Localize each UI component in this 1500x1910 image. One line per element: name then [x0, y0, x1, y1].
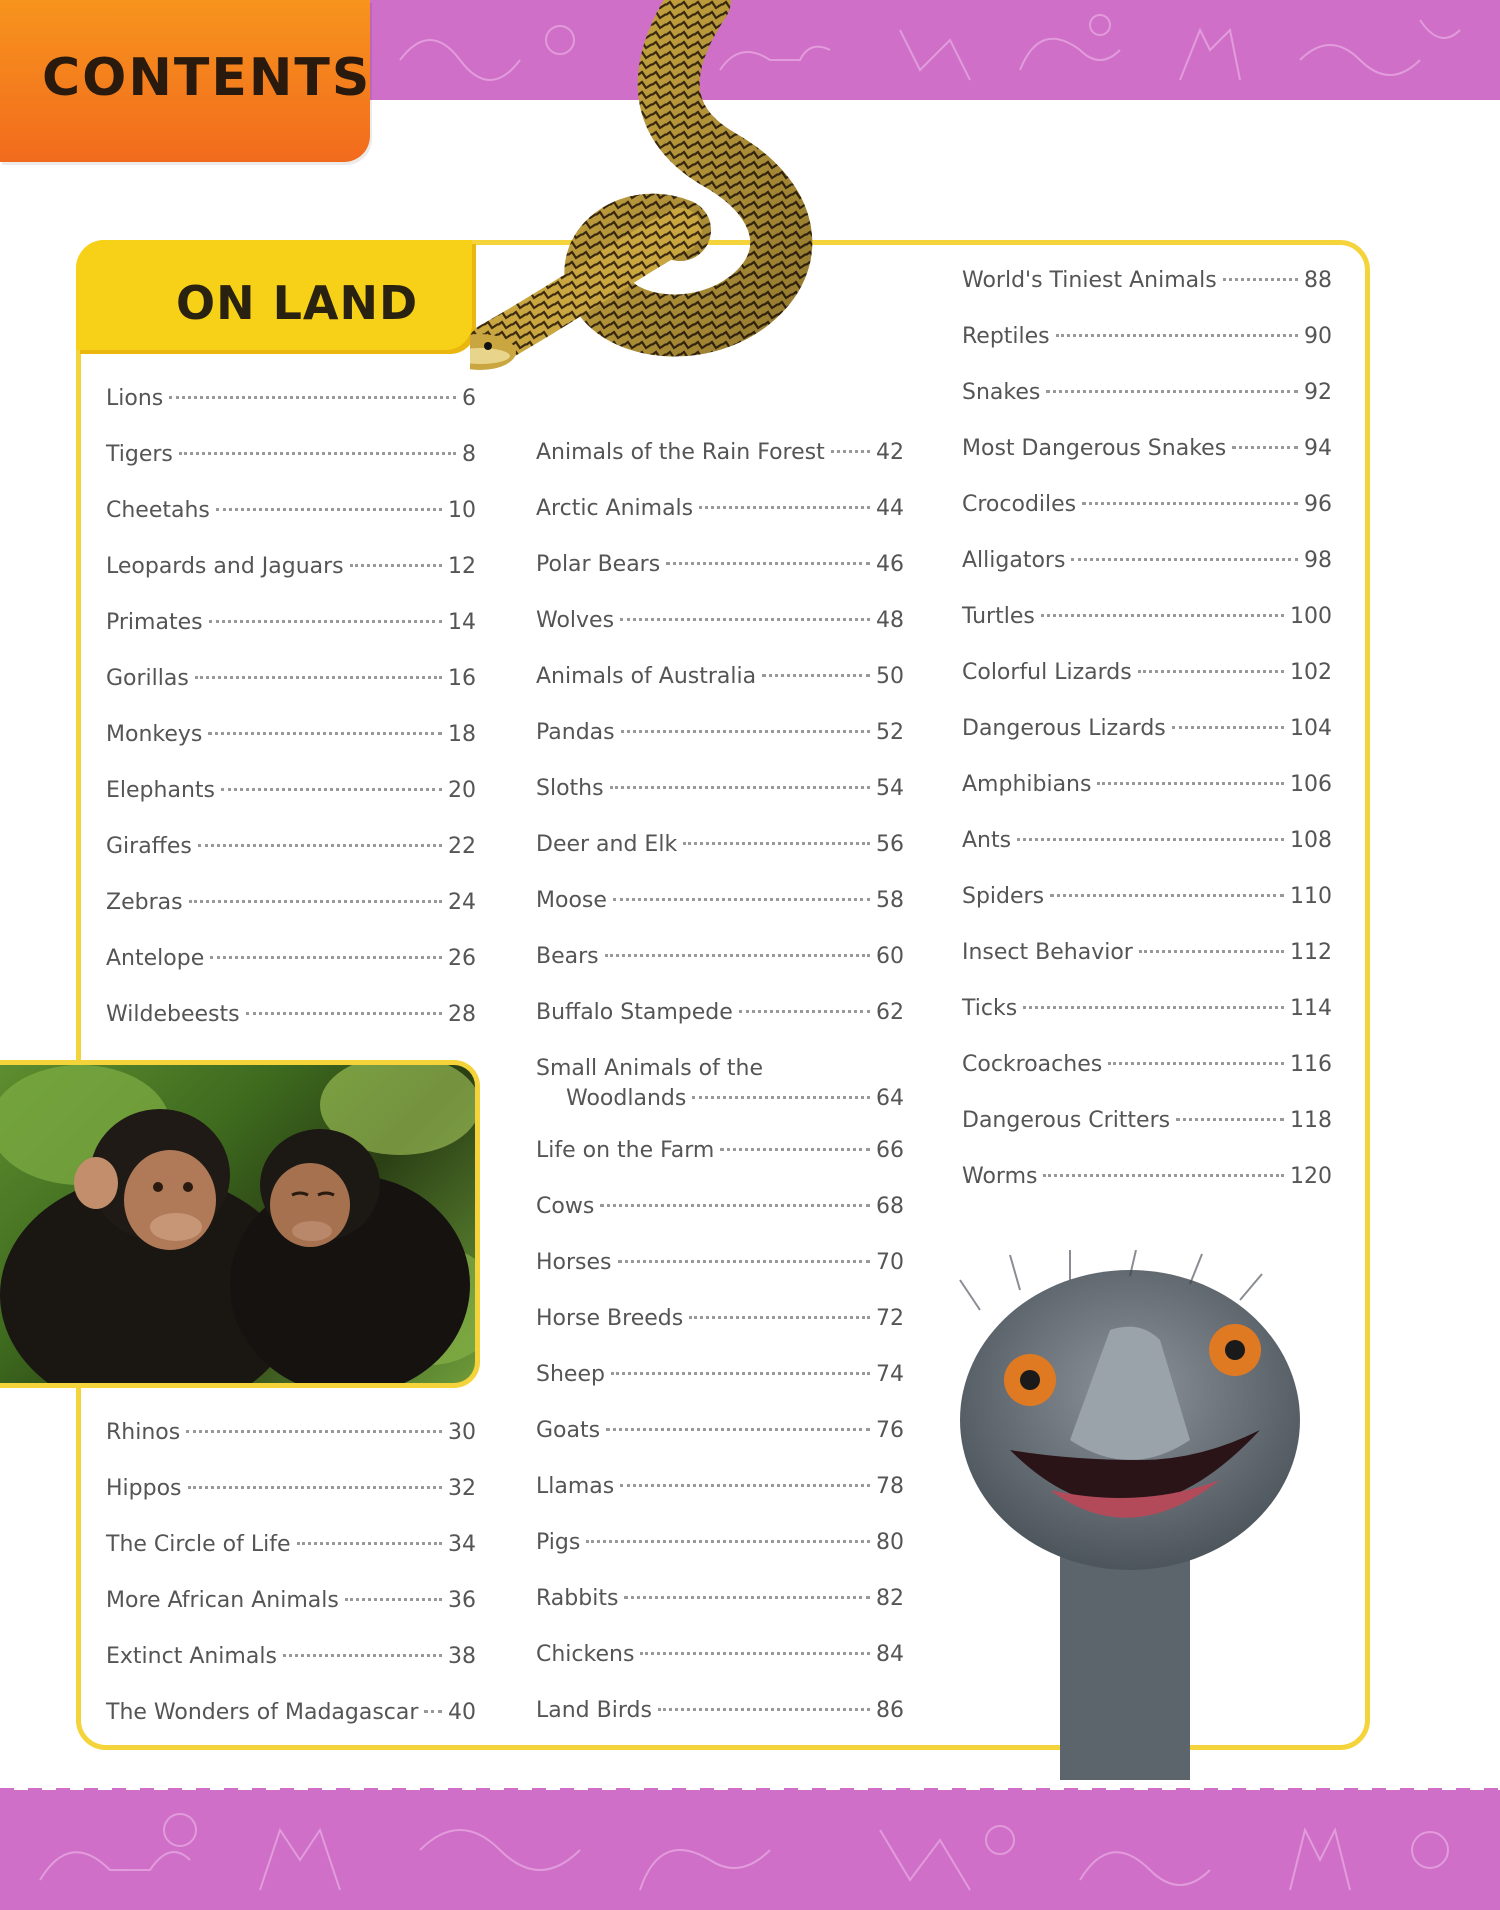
- toc-entry[interactable]: [536, 1054, 904, 1116]
- toc-entry-page: 98: [1304, 548, 1332, 573]
- toc-entry-page: 54: [876, 776, 904, 801]
- dot-leader: [1108, 1062, 1284, 1065]
- toc-entry-page: 18: [448, 722, 476, 747]
- dot-leader: [216, 508, 442, 511]
- toc-entry[interactable]: [106, 1698, 476, 1728]
- toc-entry[interactable]: [536, 830, 904, 860]
- toc-entry[interactable]: [962, 490, 1332, 520]
- toc-entry-page: 52: [876, 720, 904, 745]
- dot-leader: [620, 618, 870, 621]
- toc-entry-page: 94: [1304, 436, 1332, 461]
- dot-leader: [1138, 670, 1284, 673]
- toc-entry-page: 102: [1290, 660, 1332, 685]
- toc-entry-title: Animals of the Rain Forest: [536, 440, 825, 465]
- toc-entry-title: Sheep: [536, 1362, 605, 1387]
- toc-entry-title: Ants: [962, 828, 1012, 853]
- toc-entry-page: 86: [876, 1698, 904, 1723]
- toc-entry[interactable]: [536, 1136, 904, 1166]
- dot-leader: [692, 1096, 870, 1099]
- toc-entry[interactable]: [536, 1416, 904, 1446]
- dot-leader: [620, 1484, 870, 1487]
- toc-entry[interactable]: [536, 1528, 904, 1558]
- dot-leader: [246, 1012, 442, 1015]
- toc-entry-page: 84: [876, 1642, 904, 1667]
- dot-leader: [210, 956, 442, 959]
- contents-tab: [0, 0, 370, 162]
- toc-entry-title: Giraffes: [106, 834, 192, 859]
- toc-entry-title: Alligators: [962, 548, 1066, 573]
- toc-entry-title: The Wonders of Madagascar: [106, 1700, 419, 1725]
- toc-entry-title: Sloths: [536, 776, 604, 801]
- toc-entry-page: 46: [876, 552, 904, 577]
- toc-entry[interactable]: [536, 1640, 904, 1670]
- toc-entry-title: Rabbits: [536, 1586, 619, 1611]
- dot-leader: [189, 900, 442, 903]
- toc-entry-page: 34: [448, 1532, 476, 1557]
- toc-entry-page: 16: [448, 666, 476, 691]
- toc-entry[interactable]: [536, 1472, 904, 1502]
- dot-leader: [586, 1540, 870, 1543]
- toc-entry[interactable]: [962, 714, 1332, 744]
- toc-entry-page: 74: [876, 1362, 904, 1387]
- toc-entry[interactable]: [536, 1192, 904, 1222]
- dot-leader: [1176, 1118, 1284, 1121]
- dot-leader: [350, 564, 442, 567]
- toc-entry-page: 60: [876, 944, 904, 969]
- toc-entry-page: 114: [1290, 996, 1332, 1021]
- toc-entry-page: 40: [448, 1700, 476, 1725]
- toc-entry-title: Lions: [106, 386, 164, 411]
- toc-entry-title: Snakes: [962, 380, 1041, 405]
- toc-entry-page: 36: [448, 1588, 476, 1613]
- toc-entry-title: Cows: [536, 1194, 595, 1219]
- snake-photo: [470, 0, 950, 380]
- dot-leader: [179, 452, 456, 455]
- toc-entry[interactable]: [962, 602, 1332, 632]
- toc-entry-page: 72: [876, 1306, 904, 1331]
- toc-entry-page: 6: [462, 386, 476, 411]
- toc-entry-page: 22: [448, 834, 476, 859]
- toc-entry-title: Deer and Elk: [536, 832, 678, 857]
- toc-entry-title: Bears: [536, 944, 599, 969]
- toc-entry[interactable]: [106, 776, 476, 806]
- toc-entry-page: 88: [1304, 268, 1332, 293]
- dot-leader: [831, 450, 870, 453]
- toc-entry[interactable]: [106, 1474, 476, 1504]
- toc-entry-title: Small Animals of the: [536, 1056, 763, 1081]
- toc-entry[interactable]: [536, 1696, 904, 1726]
- toc-entry[interactable]: [536, 998, 904, 1028]
- toc-entry-title: Land Birds: [536, 1698, 652, 1723]
- toc-entry-title: Zebras: [106, 890, 183, 915]
- dot-leader: [1223, 278, 1298, 281]
- toc-entry[interactable]: [106, 496, 476, 526]
- dot-leader: [613, 898, 870, 901]
- toc-entry-title: Amphibians: [962, 772, 1092, 797]
- toc-entry-title: Llamas: [536, 1474, 615, 1499]
- dot-leader: [658, 1708, 870, 1711]
- dot-leader: [611, 1372, 870, 1375]
- toc-entry[interactable]: [962, 1050, 1332, 1080]
- toc-entry[interactable]: [962, 1162, 1332, 1192]
- section-title: ON LAND: [176, 276, 419, 330]
- dot-leader: [739, 1010, 870, 1013]
- toc-entry-page: 112: [1290, 940, 1332, 965]
- toc-entry-page: 108: [1290, 828, 1332, 853]
- toc-entry[interactable]: [106, 440, 476, 470]
- dot-leader: [208, 732, 442, 735]
- toc-entry-page: 96: [1304, 492, 1332, 517]
- toc-entry-title: Leopards and Jaguars: [106, 554, 344, 579]
- toc-entry-page: 14: [448, 610, 476, 635]
- bottom-pattern-band: [0, 1790, 1500, 1910]
- toc-entry[interactable]: [106, 888, 476, 918]
- toc-entry-title: Cheetahs: [106, 498, 210, 523]
- dot-leader: [283, 1654, 442, 1657]
- toc-entry-title: Monkeys: [106, 722, 203, 747]
- emu-eye-left: [1004, 1354, 1056, 1406]
- dot-leader: [1097, 782, 1284, 785]
- dot-leader: [1082, 502, 1298, 505]
- dot-leader: [186, 1430, 442, 1433]
- dot-leader: [600, 1204, 870, 1207]
- toc-entry[interactable]: [536, 942, 904, 972]
- dot-leader: [1041, 614, 1284, 617]
- toc-entry-title: Life on the Farm: [536, 1138, 715, 1163]
- dot-leader: [624, 1596, 870, 1599]
- dot-leader: [221, 788, 442, 791]
- toc-entry-title: Moose: [536, 888, 607, 913]
- toc-entry-page: 104: [1290, 716, 1332, 741]
- toc-entry[interactable]: [106, 1418, 476, 1448]
- toc-entry-page: 66: [876, 1138, 904, 1163]
- dot-leader: [1017, 838, 1284, 841]
- toc-entry[interactable]: [106, 552, 476, 582]
- toc-entry-page: 8: [462, 442, 476, 467]
- toc-entry[interactable]: [536, 1360, 904, 1390]
- toc-entry[interactable]: [536, 550, 904, 580]
- toc-entry-page: 38: [448, 1644, 476, 1669]
- toc-entry[interactable]: [962, 322, 1332, 352]
- toc-entry[interactable]: [106, 384, 476, 414]
- toc-entry-title: Reptiles: [962, 324, 1050, 349]
- dot-leader: [610, 786, 870, 789]
- toc-entry-title: Buffalo Stampede: [536, 1000, 733, 1025]
- toc-entry-page: 48: [876, 608, 904, 633]
- toc-entry[interactable]: [962, 770, 1332, 800]
- toc-entry-title: Worms: [962, 1164, 1038, 1189]
- page-title: CONTENTS: [42, 48, 372, 108]
- toc-entry[interactable]: [106, 664, 476, 694]
- dot-leader: [666, 562, 870, 565]
- toc-entry[interactable]: [962, 882, 1332, 912]
- toc-entry-page: 70: [876, 1250, 904, 1275]
- toc-entry[interactable]: [536, 718, 904, 748]
- toc-entry-title: Insect Behavior: [962, 940, 1133, 965]
- toc-entry[interactable]: [962, 826, 1332, 856]
- toc-entry[interactable]: [536, 662, 904, 692]
- toc-entry-title: Polar Bears: [536, 552, 661, 577]
- dot-leader: [720, 1148, 870, 1151]
- emu-eye-right: [1209, 1324, 1261, 1376]
- toc-entry-title: Horses: [536, 1250, 612, 1275]
- toc-entry-page: 30: [448, 1420, 476, 1445]
- dot-leader: [1232, 446, 1298, 449]
- toc-entry-title: Wolves: [536, 608, 615, 633]
- toc-entry-page: 76: [876, 1418, 904, 1443]
- dot-leader: [1043, 1174, 1284, 1177]
- toc-entry-title: Arctic Animals: [536, 496, 694, 521]
- toc-entry-page: 120: [1290, 1164, 1332, 1189]
- toc-entry-title: Pigs: [536, 1530, 581, 1555]
- toc-entry[interactable]: [536, 886, 904, 916]
- toc-entry-title-continued: Woodlands: [566, 1086, 687, 1111]
- toc-entry-title: Primates: [106, 610, 203, 635]
- chimpanzees-photo: [0, 1060, 480, 1388]
- toc-entry-page: 100: [1290, 604, 1332, 629]
- toc-entry-title: Chickens: [536, 1642, 635, 1667]
- dot-leader: [169, 396, 456, 399]
- toc-entry-title: Horse Breeds: [536, 1306, 684, 1331]
- dot-leader: [1071, 558, 1298, 561]
- dot-leader: [605, 954, 870, 957]
- toc-entry[interactable]: [962, 938, 1332, 968]
- toc-entry-title: Cockroaches: [962, 1052, 1103, 1077]
- toc-entry-page: 24: [448, 890, 476, 915]
- dot-leader: [424, 1710, 442, 1713]
- toc-entry-title: More African Animals: [106, 1588, 339, 1613]
- dot-leader: [195, 676, 442, 679]
- toc-entry[interactable]: [536, 438, 904, 468]
- toc-entry-title: Animals of Australia: [536, 664, 757, 689]
- toc-entry[interactable]: [962, 1106, 1332, 1136]
- toc-entry-page: 90: [1304, 324, 1332, 349]
- toc-entry-title: Dangerous Critters: [962, 1108, 1171, 1133]
- toc-entry-page: 26: [448, 946, 476, 971]
- toc-entry-page: 78: [876, 1474, 904, 1499]
- chimp-right: [230, 1129, 470, 1383]
- toc-entry[interactable]: [106, 832, 476, 862]
- toc-entry-title: Pandas: [536, 720, 615, 745]
- dot-leader: [606, 1428, 870, 1431]
- dot-leader: [1023, 1006, 1284, 1009]
- section-header: [76, 240, 472, 350]
- toc-entry[interactable]: [962, 658, 1332, 688]
- dot-leader: [1139, 950, 1284, 953]
- animal-silhouette-pattern: [0, 1790, 1500, 1910]
- dot-leader: [198, 844, 442, 847]
- dot-leader: [699, 506, 870, 509]
- toc-entry[interactable]: [536, 1304, 904, 1334]
- toc-entry[interactable]: [106, 608, 476, 638]
- dot-leader: [345, 1598, 442, 1601]
- toc-entry-title: Most Dangerous Snakes: [962, 436, 1227, 461]
- toc-entry[interactable]: [962, 266, 1332, 296]
- dot-leader: [621, 730, 870, 733]
- toc-entry-title: Turtles: [962, 604, 1035, 629]
- toc-entry-title: Elephants: [106, 778, 215, 803]
- toc-entry-title: Antelope: [106, 946, 205, 971]
- toc-entry-title: Crocodiles: [962, 492, 1077, 517]
- toc-entry-page: 56: [876, 832, 904, 857]
- toc-entry-title: Ticks: [962, 996, 1018, 1021]
- dot-leader: [297, 1542, 442, 1545]
- toc-entry-title: Goats: [536, 1418, 601, 1443]
- toc-entry-page: 20: [448, 778, 476, 803]
- dot-leader: [1050, 894, 1284, 897]
- toc-entry-page: 92: [1304, 380, 1332, 405]
- toc-entry[interactable]: [106, 1642, 476, 1672]
- toc-entry-page: 58: [876, 888, 904, 913]
- dot-leader: [209, 620, 442, 623]
- toc-entry[interactable]: [536, 494, 904, 524]
- toc-entry-page: 82: [876, 1586, 904, 1611]
- toc-entry-page: 110: [1290, 884, 1332, 909]
- toc-entry[interactable]: [106, 720, 476, 750]
- toc-entry-page: 44: [876, 496, 904, 521]
- toc-entry-page: 62: [876, 1000, 904, 1025]
- toc-entry-page: 50: [876, 664, 904, 689]
- toc-entry[interactable]: [106, 1530, 476, 1560]
- toc-entry-page: 118: [1290, 1108, 1332, 1133]
- toc-entry-page: 12: [448, 554, 476, 579]
- toc-entry-title: World's Tiniest Animals: [962, 268, 1217, 293]
- toc-entry[interactable]: [106, 1000, 476, 1030]
- dot-leader: [762, 674, 870, 677]
- toc-entry-page: 80: [876, 1530, 904, 1555]
- toc-entry-line2: [536, 1084, 904, 1114]
- dot-leader: [1172, 726, 1284, 729]
- toc-entry-page: 68: [876, 1194, 904, 1219]
- dot-leader: [188, 1486, 442, 1489]
- toc-entry-title: Hippos: [106, 1476, 182, 1501]
- toc-entry[interactable]: [536, 606, 904, 636]
- dot-leader: [1056, 334, 1298, 337]
- toc-entry-page: 106: [1290, 772, 1332, 797]
- toc-entry-page: 10: [448, 498, 476, 523]
- dot-leader: [618, 1260, 870, 1263]
- dot-leader: [640, 1652, 870, 1655]
- toc-entry[interactable]: [536, 1584, 904, 1614]
- toc-entry[interactable]: [962, 434, 1332, 464]
- toc-entry-page: 64: [876, 1086, 904, 1111]
- toc-entry-title: Tigers: [106, 442, 173, 467]
- toc-entry-page: 42: [876, 440, 904, 465]
- snake-body: [470, 0, 781, 370]
- toc-entry[interactable]: [106, 944, 476, 974]
- toc-entry[interactable]: [962, 994, 1332, 1024]
- toc-entry[interactable]: [536, 774, 904, 804]
- toc-entry[interactable]: [536, 1248, 904, 1278]
- toc-entry-title: Dangerous Lizards: [962, 716, 1166, 741]
- toc-entry-title: Extinct Animals: [106, 1644, 277, 1669]
- toc-entry-title: Rhinos: [106, 1420, 181, 1445]
- toc-entry-title: Colorful Lizards: [962, 660, 1132, 685]
- toc-entry-page: 32: [448, 1476, 476, 1501]
- toc-entry[interactable]: [106, 1586, 476, 1616]
- toc-entry[interactable]: [962, 378, 1332, 408]
- emu-photo: [940, 1250, 1310, 1780]
- toc-entry-page: 116: [1290, 1052, 1332, 1077]
- toc-entry-title: Wildebeests: [106, 1002, 240, 1027]
- toc-entry[interactable]: [962, 546, 1332, 576]
- toc-entry-page: 28: [448, 1002, 476, 1027]
- toc-entry-title: Spiders: [962, 884, 1045, 909]
- dot-leader: [689, 1316, 870, 1319]
- toc-entry-title: Gorillas: [106, 666, 189, 691]
- toc-entry-title: The Circle of Life: [106, 1532, 291, 1557]
- dot-leader: [683, 842, 870, 845]
- dot-leader: [1046, 390, 1298, 393]
